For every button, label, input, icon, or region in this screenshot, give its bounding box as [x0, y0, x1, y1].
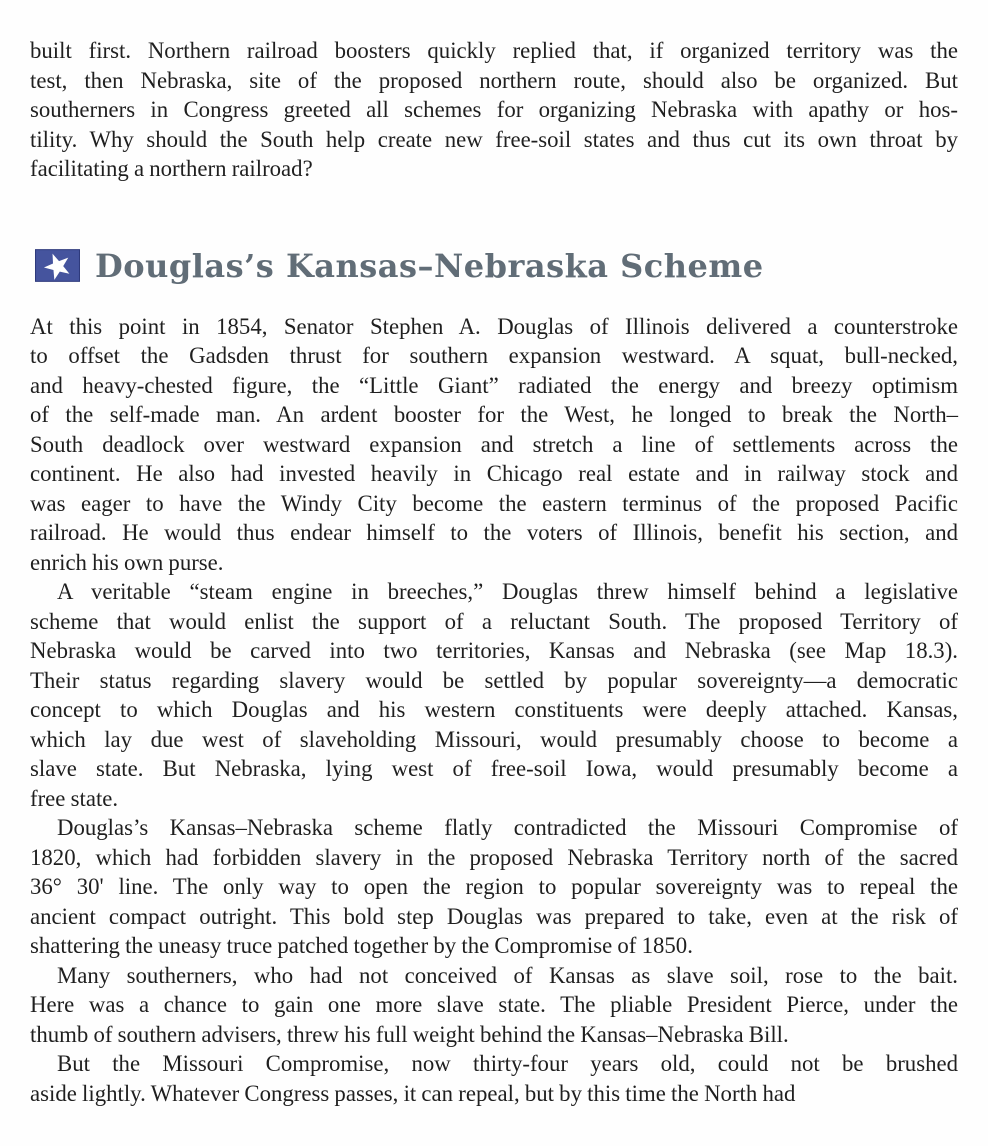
intro-paragraph: [30, 36, 958, 184]
star-icon: [35, 249, 80, 282]
body-paragraph: [30, 813, 958, 961]
text-line: of the self-made man. An ardent booster for the West, he longed to break the North–: [30, 402, 958, 427]
text-line: slave state. But Nebraska, lying west of free-soil Iowa, would presumably become a: [30, 756, 958, 781]
text-line: which lay due west of slaveholding Missouri, would presumably choose to become a: [30, 726, 958, 752]
section-heading-text: Douglas’s Kansas–Nebraska Scheme: [95, 246, 764, 285]
body-paragraph: [30, 577, 958, 813]
text-line: 36° 30' line. The only way to open the region to popular sovereignty was to repeal the: [30, 874, 958, 899]
text-line: and heavy-chested figure, the “Little Giant” radiated the energy and breezy optimism: [30, 372, 958, 398]
text-line: scheme that would enlist the support of a reluctant South. The proposed Territory of: [30, 608, 958, 634]
text-line: to offset the Gadsden thrust for southern expansion westward. A squat, bull-necked,: [30, 343, 958, 368]
text-line: shattering the uneasy truce patched together by the Compromise of 1850.: [30, 933, 693, 958]
text-line: South deadlock over westward expansion and stretch a line of settlements across the: [30, 431, 958, 457]
text-line: Their status regarding slavery would be settled by popular sovereignty—a democratic: [30, 667, 958, 693]
text-line: facilitating a northern railroad?: [30, 156, 313, 181]
text-line: Douglas’s Kansas–Nebraska scheme flatly contradicted the Missouri Compromise of: [57, 815, 958, 840]
text-line: thumb of southern advisers, threw his full weight behind the Kansas–Nebraska Bill.: [30, 1021, 789, 1047]
text-line: test, then Nebraska, site of the proposed northern route, should also be organized. But: [30, 67, 958, 93]
section-heading: [30, 244, 958, 288]
text-line: free state.: [30, 785, 119, 811]
text-line: 1820, which had forbidden slavery in the proposed Nebraska Territory north of the sacred: [30, 844, 958, 870]
body-paragraph: [30, 1049, 958, 1108]
text-line: southerners in Congress greeted all schemes for organizing Nebraska with apathy or hos-: [30, 97, 958, 122]
text-line: continent. He also had invested heavily in Chicago real estate and in railway stock and: [30, 461, 958, 486]
text-line: ancient compact outright. This bold step Douglas was prepared to take, even at the risk of: [30, 903, 958, 929]
text-line: Many southerners, who had not conceived of Kansas as slave soil, rose to the bait.: [57, 962, 958, 988]
text-line: Here was a chance to gain one more slave state. The pliable President Pierce, under the: [30, 992, 958, 1017]
text-line: was eager to have the Windy City become the eastern terminus of the proposed Pacific: [30, 490, 958, 516]
body-paragraph: [30, 961, 958, 1050]
text-line: aside lightly. Whatever Congress passes, it can repeal, but by this time the North had: [30, 1080, 796, 1106]
body-paragraph: [30, 312, 958, 578]
text-line: concept to which Douglas and his western constituents were deeply attached. Kansas,: [30, 697, 958, 722]
text-line: But the Missouri Compromise, now thirty-four years old, could not be brushed: [57, 1051, 958, 1076]
text-line: tility. Why should the South help create new free-soil states and thus cut its own throat by: [30, 126, 958, 152]
text-line: enrich his own purse.: [30, 549, 224, 575]
text-line: A veritable “steam engine in breeches,” Douglas threw himself behind a legislative: [57, 579, 958, 604]
text-line: At this point in 1854, Senator Stephen A. Douglas of Illinois delivered a counterstroke: [30, 313, 958, 339]
text-line: built first. Northern railroad boosters quickly replied that, if organized territory was the: [30, 38, 958, 63]
section-body: [30, 312, 958, 1109]
text-line: railroad. He would thus endear himself to the voters of Illinois, benefit his section, and: [30, 520, 958, 545]
text-line: Nebraska would be carved into two territories, Kansas and Nebraska (see Map 18.3).: [30, 638, 958, 663]
